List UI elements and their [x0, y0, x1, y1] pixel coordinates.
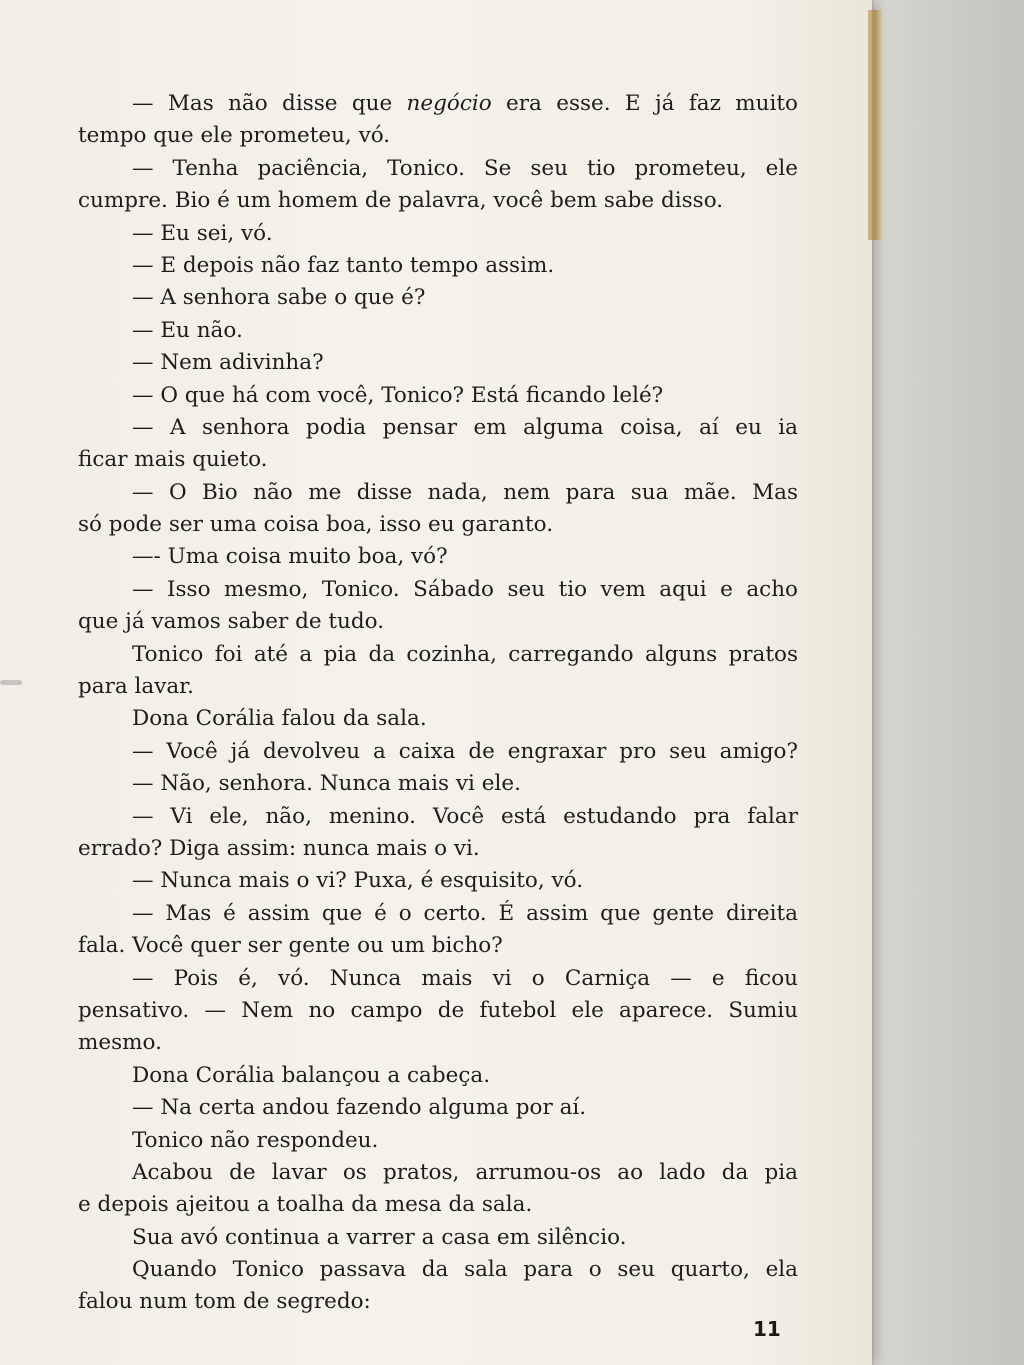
text-line: só pode ser uma coisa boa, isso eu garanto. [78, 512, 554, 538]
text-line: — Eu não. [132, 317, 243, 343]
text-line [78, 88, 798, 120]
text-line: — O que há com você, Tonico? Está ficando lelé? [132, 382, 664, 408]
text-line: Dona Corália falou da sala. [132, 706, 427, 732]
text-line: Acabou de lavar os pratos, arrumou-os ao lado da pia [132, 1159, 798, 1185]
text-line: — Você já devolveu a caixa de engraxar pro seu amigo? [132, 738, 798, 764]
text-line: — Nunca mais o vi? Puxa, é esquisito, vó. [132, 868, 584, 894]
text-line: errado? Diga assim: nunca mais o vi. [78, 835, 480, 861]
text-line: — O Bio não me disse nada, nem para sua mãe. Mas [132, 479, 798, 505]
text-line: que já vamos saber de tudo. [78, 609, 385, 635]
text-line: — Vi ele, não, menino. Você está estudando pra falar [132, 803, 798, 829]
text-segment: era esse. E já faz muito [491, 91, 798, 116]
table-background [874, 0, 1024, 1365]
text-line: Sua avó continua a varrer a casa em silêncio. [132, 1224, 627, 1250]
text-line: e depois ajeitou a toalha da mesa da sala. [78, 1192, 533, 1218]
text-line: — Pois é, vó. Nunca mais vi o Carniça — e ficou [132, 965, 798, 991]
text-line: fala. Você quer ser gente ou um bicho? [78, 933, 503, 959]
text-line: — Eu sei, vó. [132, 220, 273, 246]
text-line: mesmo. [78, 1030, 162, 1056]
text-line: Tonico foi até a pia da cozinha, carregando alguns pratos [132, 641, 798, 667]
page-number: 11 [753, 1317, 781, 1341]
text-line: Dona Corália balançou a cabeça. [132, 1062, 491, 1088]
text-line: — A senhora sabe o que é? [132, 285, 426, 311]
text-line: — E depois não faz tanto tempo assim. [132, 252, 555, 278]
text-line: para lavar. [78, 674, 194, 700]
text-line: — Nem adivinha? [132, 350, 324, 376]
text-line: —- Uma coisa muito boa, vó? [132, 544, 448, 570]
text-line: — A senhora podia pensar em alguma coisa, aí eu ia [132, 414, 798, 440]
page-text [78, 88, 798, 1319]
text-line: — Tenha paciência, Tonico. Se seu tio prometeu, ele [132, 155, 798, 181]
text-line: — Isso mesmo, Tonico. Sábado seu tio vem aqui e acho [132, 576, 798, 602]
text-line: cumpre. Bio é um homem de palavra, você bem sabe disso. [78, 188, 724, 214]
italic-word: negócio [406, 91, 492, 116]
text-line: falou num tom de segredo: [78, 1289, 371, 1315]
text-line: — Na certa andou fazendo alguma por aí. [132, 1095, 587, 1121]
page-edge-stain [868, 10, 882, 240]
page-mark [0, 680, 22, 685]
text-line: — Mas é assim que é o certo. É assim que gente direita [132, 900, 798, 926]
text-line: Quando Tonico passava da sala para o seu quarto, ela [132, 1257, 798, 1283]
text-line: ficar mais quieto. [78, 447, 268, 473]
text-segment: — Mas não disse que [132, 91, 407, 116]
text-line: — Não, senhora. Nunca mais vi ele. [132, 771, 521, 797]
text-line: Tonico não respondeu. [132, 1127, 379, 1153]
text-line: tempo que ele prometeu, vó. [78, 123, 391, 149]
text-line: pensativo. — Nem no campo de futebol ele aparece. Sumiu [78, 997, 798, 1023]
